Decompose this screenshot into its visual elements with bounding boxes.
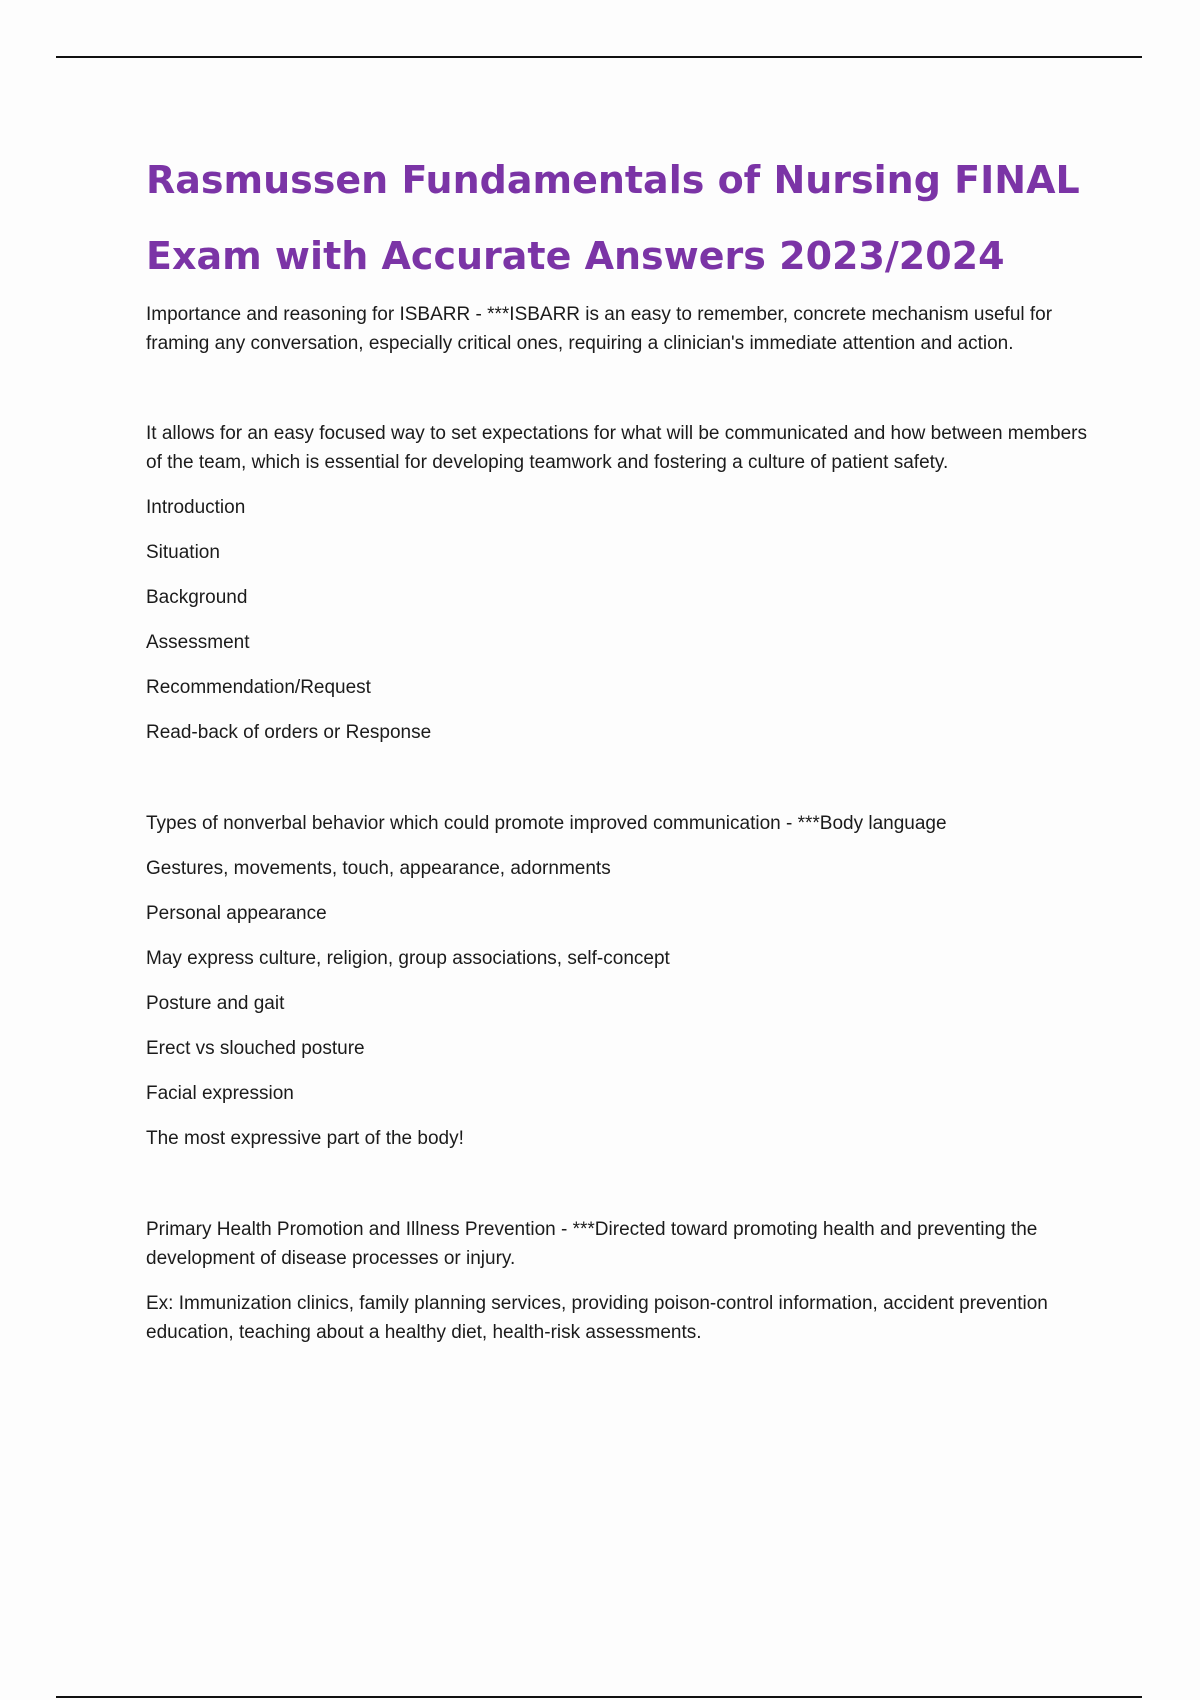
isbarr-item-introduction: Introduction	[146, 497, 246, 518]
nonverbal-line: Erect vs slouched posture	[146, 1038, 365, 1059]
nonverbal-line: May express culture, religion, group associations, self-concept	[146, 948, 670, 969]
isbarr-item-readback: Read-back of orders or Response	[146, 722, 432, 743]
nonverbal-line: Gestures, movements, touch, appearance, adornments	[146, 858, 611, 879]
document-body	[146, 142, 1096, 1347]
isbarr-item-recommendation: Recommendation/Request	[146, 677, 371, 698]
isbarr-paragraph-2: It allows for an easy focused way to set expectations for what will be communicated and how between members of the team, which is essential for developing teamwork and fostering a culture of patient safety.	[146, 423, 1087, 473]
top-rule	[56, 56, 1142, 58]
isbarr-item-assessment: Assessment	[146, 632, 250, 653]
isbarr-paragraph-1: Importance and reasoning for ISBARR - ***ISBARR is an easy to remember, concrete mechanism useful for framing any conversation, especially critical ones, requiring a clinician's immediate attention and action.	[146, 304, 1053, 354]
primary-prevention-paragraph: Primary Health Promotion and Illness Prevention - ***Directed toward promoting health and preventing the development of disease processes or injury.	[146, 1219, 1038, 1269]
nonverbal-line: Posture and gait	[146, 993, 285, 1014]
nonverbal-line: Personal appearance	[146, 903, 327, 924]
title-line-2: Exam with Accurate Answers 2023/2024	[146, 234, 1005, 278]
title-line-1: Rasmussen Fundamentals of Nursing FINAL	[146, 158, 1080, 202]
isbarr-item-background: Background	[146, 587, 248, 608]
nonverbal-line: The most expressive part of the body!	[146, 1128, 464, 1149]
bottom-rule	[56, 1696, 1142, 1698]
document-title	[146, 142, 1096, 294]
nonverbal-heading: Types of nonverbal behavior which could promote improved communication - ***Body language	[146, 813, 947, 834]
nonverbal-line: Facial expression	[146, 1083, 294, 1104]
primary-prevention-examples: Ex: Immunization clinics, family planning services, providing poison-control information, accident prevention education, teaching about a healthy diet, health-risk assessments.	[146, 1293, 1048, 1343]
isbarr-item-situation: Situation	[146, 542, 220, 563]
